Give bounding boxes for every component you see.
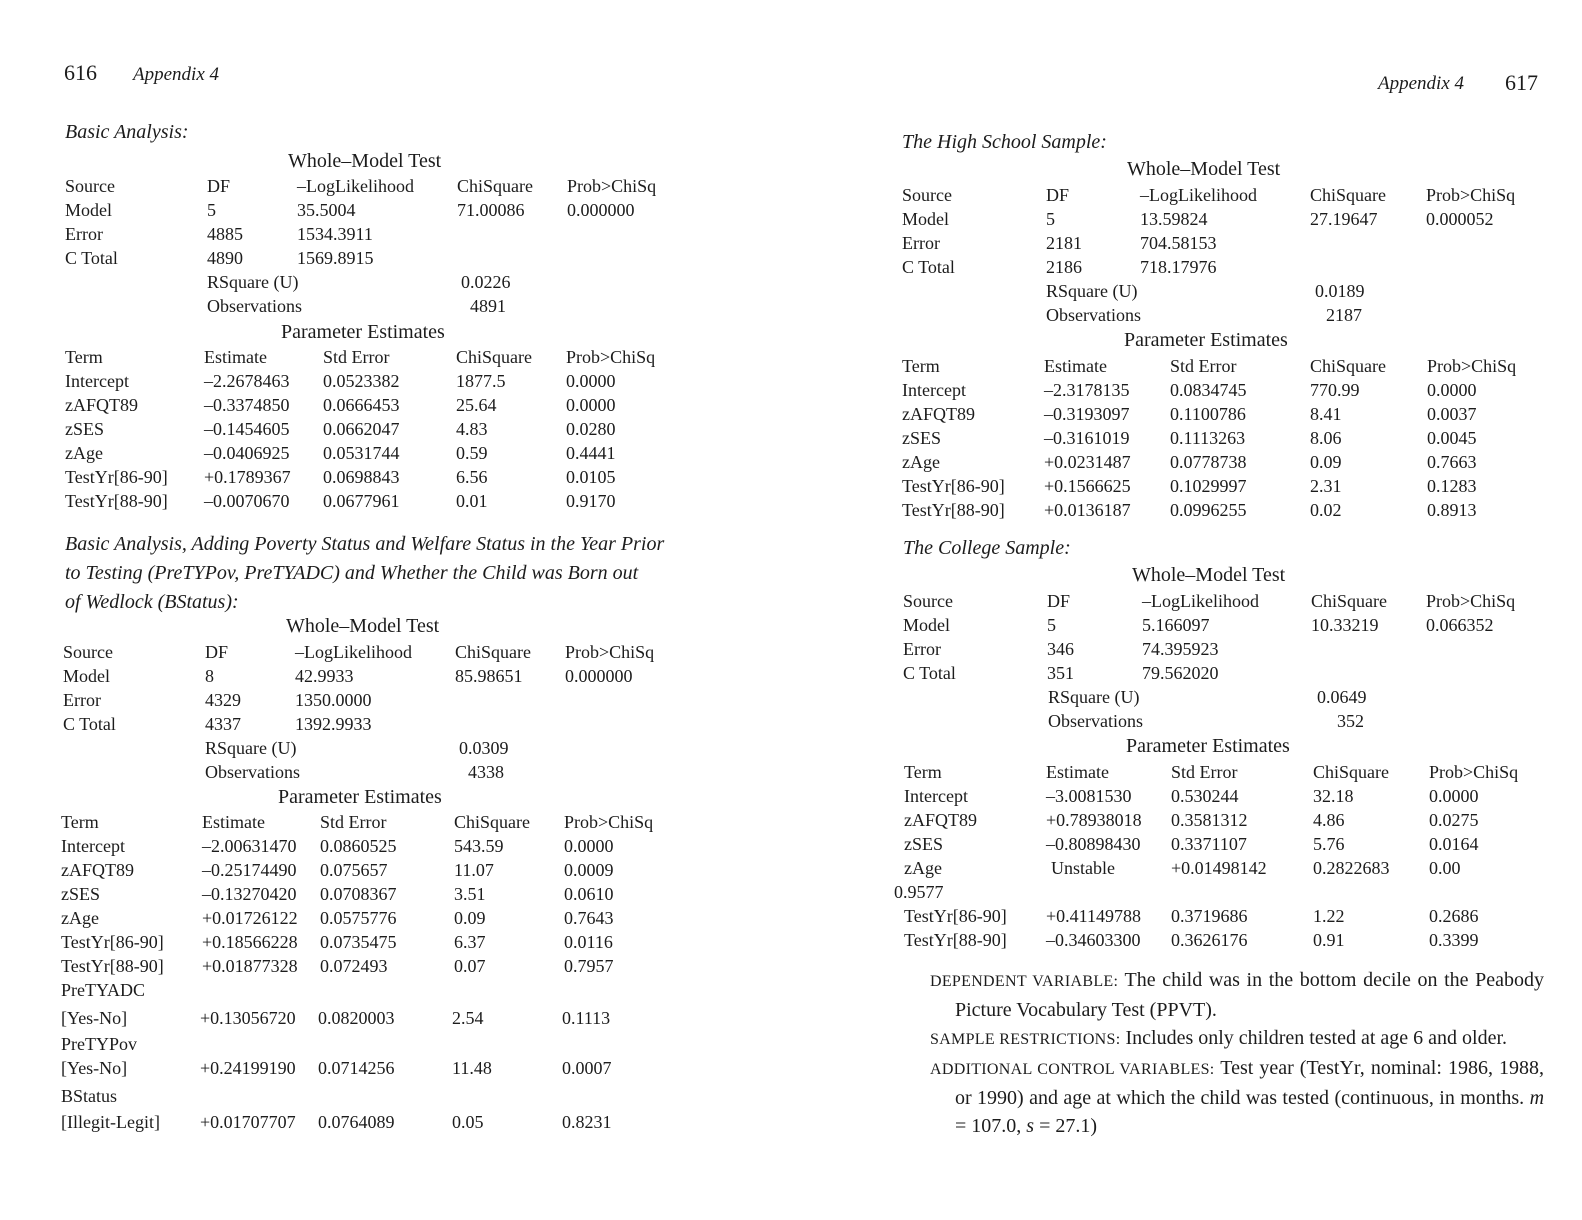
table-row-term-line: PreTYADC — [61, 980, 145, 1000]
whole-model-test-table — [902, 183, 1562, 327]
dependent-variable-note: DEPENDENT VARIABLE: The child was in the bottom decile on the Peabody Picture Vocabulary Test (PPVT). — [930, 969, 1545, 1021]
table-row-term-line: PreTYPov — [61, 1034, 137, 1054]
table-header-row: Term Estimate Std Error ChiSquare Prob>ChiSq — [902, 356, 1517, 376]
rsquare-row: RSquare (U) 0.0649 — [1048, 687, 1367, 707]
table-row: TestYr[88-90] –0.0070670 0.0677961 0.01 0.9170 — [65, 491, 616, 511]
parameter-estimates-title: Parameter Estimates — [1126, 735, 1290, 757]
parameter-estimates-table — [902, 354, 1562, 522]
observations-row: Observations 2187 — [1046, 305, 1362, 325]
rsquare-row: RSquare (U) 0.0189 — [1046, 281, 1365, 301]
whole-model-test-table — [63, 640, 703, 784]
running-head: Appendix 4 — [133, 64, 220, 85]
table-row: zSES –0.80898430 0.3371107 5.76 0.0164 — [904, 834, 1479, 854]
table-row: Error 346 74.395923 — [903, 639, 1219, 659]
table-row: TestYr[86-90] +0.1566625 0.1029997 2.31 0.1283 — [902, 476, 1477, 496]
table-row: TestYr[86-90] +0.1789367 0.0698843 6.56 0.0105 — [65, 467, 616, 487]
table-header-row: Source DF –LogLikelihood ChiSquare Prob>ChiSq — [63, 642, 655, 662]
page-number: 617 — [1505, 70, 1538, 95]
table-header-row: Source DF –LogLikelihood ChiSquare Prob>ChiSq — [65, 176, 657, 196]
parameter-estimates-table — [61, 810, 701, 1132]
table-row: zAge +0.0231487 0.0778738 0.09 0.7663 — [902, 452, 1477, 472]
table-row: Intercept –2.3178135 0.0834745 770.99 0.0000 — [902, 380, 1477, 400]
whole-model-test-title: Whole–Model Test — [286, 615, 440, 637]
section-title: The High School Sample: — [902, 131, 1107, 153]
table-row: Model 5 5.166097 10.33219 0.066352 — [903, 615, 1494, 635]
table-row: zAge Unstable +0.01498142 0.2822683 0.00 — [904, 858, 1461, 878]
whole-model-test-title: Whole–Model Test — [1132, 564, 1286, 586]
observations-row: Observations 352 — [1048, 711, 1364, 731]
table-row: TestYr[88-90] +0.01877328 0.072493 0.07 0.7957 — [61, 956, 614, 976]
whole-model-test-table — [65, 174, 705, 318]
table-row: TestYr[86-90] +0.18566228 0.0735475 6.37 0.0116 — [61, 932, 613, 952]
observations-row: Observations 4338 — [205, 762, 504, 782]
parameter-estimates-table — [65, 345, 705, 513]
section-title: Basic Analysis: — [65, 121, 189, 143]
table-header-row: Term Estimate Std Error ChiSquare Prob>ChiSq — [65, 347, 656, 367]
table-row: C Total 351 79.562020 — [903, 663, 1219, 683]
parameter-estimates-table — [894, 760, 1564, 952]
table-row: zAFQT89 –0.3193097 0.1100786 8.41 0.0037 — [902, 404, 1477, 424]
table-row: Model 5 13.59824 27.19647 0.000052 — [902, 209, 1494, 229]
table-row: TestYr[86-90] +0.41149788 0.3719686 1.22 0.2686 — [904, 906, 1479, 926]
table-row: zAge –0.0406925 0.0531744 0.59 0.4441 — [65, 443, 616, 463]
table-row: TestYr[88-90] –0.34603300 0.3626176 0.91 0.3399 — [904, 930, 1479, 950]
table-row: Model 8 42.9933 85.98651 0.000000 — [63, 666, 633, 686]
table-row: zAge +0.01726122 0.0575776 0.09 0.7643 — [61, 908, 614, 928]
parameter-estimates-title: Parameter Estimates — [278, 786, 442, 808]
additional-control-variables-note: ADDITIONAL CONTROL VARIABLES: Test year (TestYr, nominal: 1986, 1988, or 1990) and age at which the child was tested (continuous, in months. m = 107.0, s = 27.1) — [930, 1057, 1545, 1137]
table-row: C Total 2186 718.17976 — [902, 257, 1217, 277]
table-row-term-line: BStatus — [61, 1086, 118, 1106]
table-row: Model 5 35.5004 71.00086 0.000000 — [65, 200, 635, 220]
table-row: Error 4329 1350.0000 — [63, 690, 372, 710]
table-row: Intercept –2.2678463 0.0523382 1877.5 0.0000 — [65, 371, 616, 391]
table-row: 0.9577 — [894, 882, 944, 902]
table-row: [Illegit-Legit] +0.01707707 0.0764089 0.05 0.8231 — [61, 1112, 612, 1132]
parameter-estimates-title: Parameter Estimates — [281, 321, 445, 343]
table-row: Error 2181 704.58153 — [902, 233, 1217, 253]
section-title: Basic Analysis, Adding Poverty Status and Welfare Status in the Year Prior to Testing (PreTYPov, PreTYADC) and Whether the Child was Born out of Wedlock (BStatus): — [65, 533, 665, 613]
section-title: The College Sample: — [903, 537, 1071, 559]
whole-model-test-title: Whole–Model Test — [1127, 158, 1281, 180]
whole-model-test-title: Whole–Model Test — [288, 150, 442, 172]
table-row: [Yes-No] +0.13056720 0.0820003 2.54 0.1113 — [61, 1008, 611, 1028]
table-row: zAFQT89 –0.25174490 0.075657 11.07 0.0009 — [61, 860, 614, 880]
table-row: zSES –0.13270420 0.0708367 3.51 0.0610 — [61, 884, 614, 904]
table-header-row: Term Estimate Std Error ChiSquare Prob>ChiSq — [904, 762, 1519, 782]
left-page — [0, 0, 790, 1220]
running-head: Appendix 4 — [1378, 73, 1465, 94]
table-row: C Total 4890 1569.8915 — [65, 248, 374, 268]
table-header-row: Source DF –LogLikelihood ChiSquare Prob>ChiSq — [902, 185, 1516, 205]
table-row: [Yes-No] +0.24199190 0.0714256 11.48 0.0007 — [61, 1058, 612, 1078]
parameter-estimates-title: Parameter Estimates — [1124, 329, 1288, 351]
table-header-row: Source DF –LogLikelihood ChiSquare Prob>ChiSq — [903, 591, 1516, 611]
rsquare-row: RSquare (U) 0.0309 — [205, 738, 509, 758]
table-row: zSES –0.3161019 0.1113263 8.06 0.0045 — [902, 428, 1477, 448]
whole-model-test-table — [903, 589, 1563, 733]
observations-row: Observations 4891 — [207, 296, 506, 316]
table-row: zAFQT89 –0.3374850 0.0666453 25.64 0.0000 — [65, 395, 616, 415]
table-row: Intercept –2.00631470 0.0860525 543.59 0.0000 — [61, 836, 614, 856]
page-number: 616 — [64, 60, 97, 85]
table-row: TestYr[88-90] +0.0136187 0.0996255 0.02 0.8913 — [902, 500, 1477, 520]
right-page — [790, 0, 1582, 1220]
table-row: zAFQT89 +0.78938018 0.3581312 4.86 0.0275 — [904, 810, 1479, 830]
table-row: C Total 4337 1392.9933 — [63, 714, 372, 734]
rsquare-row: RSquare (U) 0.0226 — [207, 272, 511, 292]
table-row: zSES –0.1454605 0.0662047 4.83 0.0280 — [65, 419, 616, 439]
table-row: Intercept –3.0081530 0.530244 32.18 0.0000 — [904, 786, 1479, 806]
sample-restrictions-note: SAMPLE RESTRICTIONS: Includes only children tested at age 6 and older. — [930, 1027, 1508, 1049]
table-row: Error 4885 1534.3911 — [65, 224, 373, 244]
notes — [930, 966, 1544, 1140]
table-header-row: Term Estimate Std Error ChiSquare Prob>ChiSq — [61, 812, 654, 832]
